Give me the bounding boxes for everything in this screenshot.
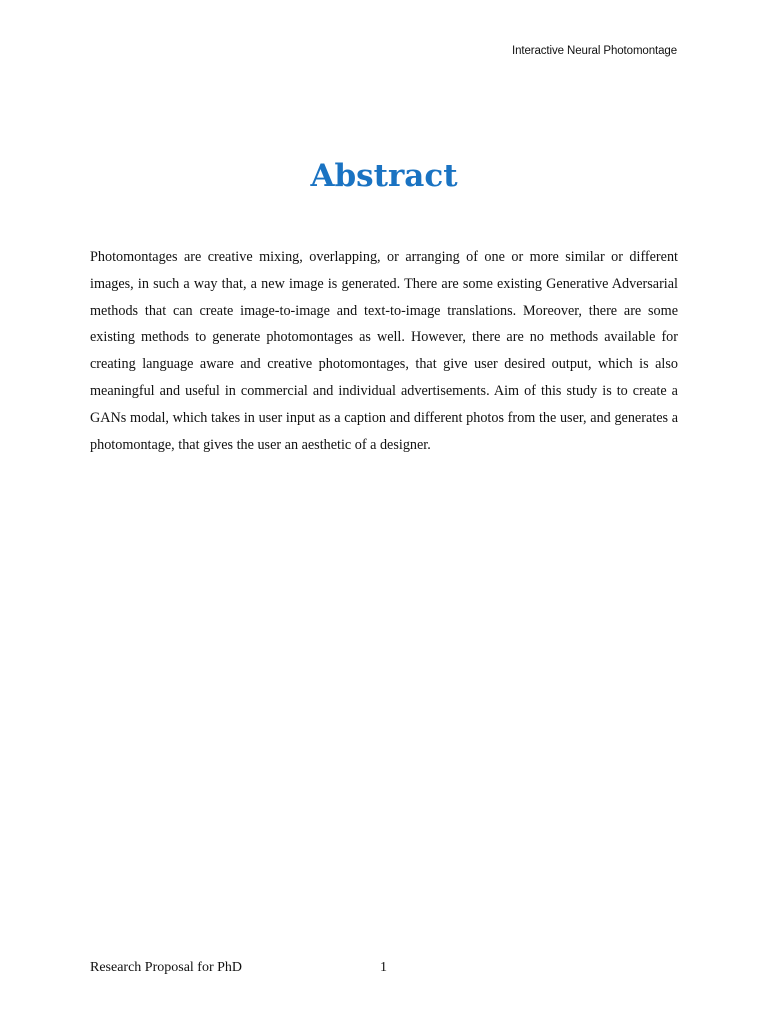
footer-page-number: 1 <box>380 960 387 975</box>
section-title: Abstract <box>310 158 458 194</box>
abstract-paragraph: Photomontages are creative mixing, overlapping, or arranging of one or more similar or different images, in such a way that, a new image is generated. There are some existing Generative Adversarial methods that can create image-to-image and text-to-image translations. Moreover, there are some existing methods to generate photomontages as well. However, there are no methods available for creating language aware and creative photomontages, that give user desired output, which is also meaningful and useful in commercial and individual advertisements. Aim of this study is to create a GANs modal, which takes in user input as a caption and different photos from the user, and generates a photomontage, that gives the user an aesthetic of a designer. <box>90 249 678 453</box>
footer-document-label: Research Proposal for PhD <box>90 960 243 975</box>
running-header: Interactive Neural Photomontage <box>511 45 677 57</box>
